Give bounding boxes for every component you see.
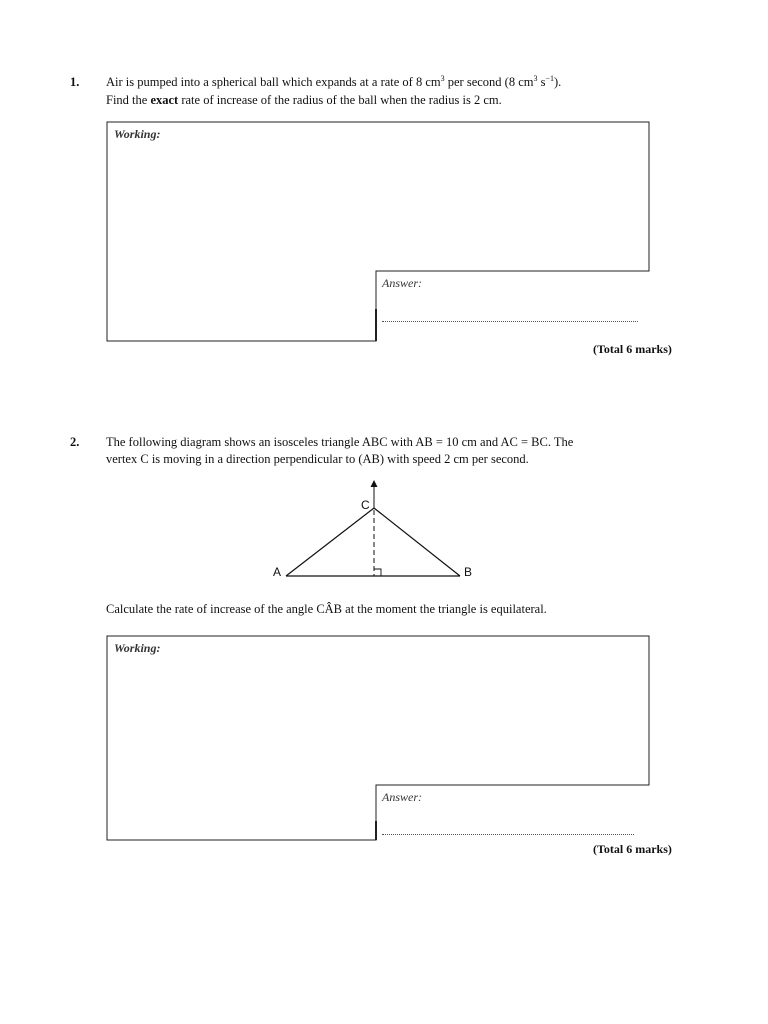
question-1-number: 1. — [70, 75, 80, 89]
vertex-b-label: B — [464, 565, 473, 579]
q2-instruction-a: Calculate the rate of increase of the angle — [106, 602, 317, 616]
q2-working-label: Working: — [114, 641, 161, 655]
q1-line2-a: Find the — [106, 93, 151, 107]
q1-working-label: Working: — [114, 127, 161, 141]
triangle-figure — [260, 478, 490, 588]
question-2-instruction — [106, 602, 547, 617]
vertex-c-label: C — [361, 498, 370, 512]
question-2-line-2: vertex C is moving in a direction perpendicular to (AB) with speed 2 cm per second. — [106, 452, 529, 466]
question-1-line-2 — [106, 93, 502, 108]
q2-instruction-b: at the moment the triangle is equilateral. — [342, 602, 547, 616]
q2-angle-symbol: CÂB — [316, 602, 343, 616]
q1-text-d: ). — [554, 75, 562, 89]
question-2-number: 2. — [70, 435, 80, 449]
q1-line2-bold: exact — [150, 93, 179, 107]
q1-line2-b: rate of increase of the radius of the ball when the radius is 2 cm. — [178, 93, 502, 107]
q1-text-b: per second (8 cm — [444, 75, 534, 89]
q1-answer-label: Answer: — [382, 276, 422, 290]
q1-working-area[interactable] — [106, 121, 650, 342]
q2-total-marks: (Total 6 marks) — [593, 842, 672, 856]
q2-answer-line[interactable] — [382, 834, 634, 835]
q1-text-c: s — [537, 75, 546, 89]
q1-sup-3: −1 — [545, 73, 554, 83]
vertex-a-label: A — [273, 565, 282, 579]
q2-answer-label: Answer: — [382, 790, 422, 804]
q2-working-area[interactable] — [106, 635, 650, 841]
triangle-diagram — [260, 478, 490, 588]
q2-working-frame — [106, 635, 650, 841]
q1-total-marks: (Total 6 marks) — [593, 342, 672, 356]
q1-text-a: Air is pumped into a spherical ball which expands at a rate of 8 cm — [106, 75, 441, 89]
q1-working-frame — [106, 121, 650, 342]
q1-sup-2: 3 — [533, 73, 538, 83]
q1-answer-line[interactable] — [382, 321, 638, 322]
question-1-line-1 — [106, 75, 561, 90]
question-2-line-1: The following diagram shows an isosceles triangle ABC with AB = 10 cm and AC = BC. The — [106, 435, 574, 449]
q1-sup-1: 3 — [440, 73, 445, 83]
